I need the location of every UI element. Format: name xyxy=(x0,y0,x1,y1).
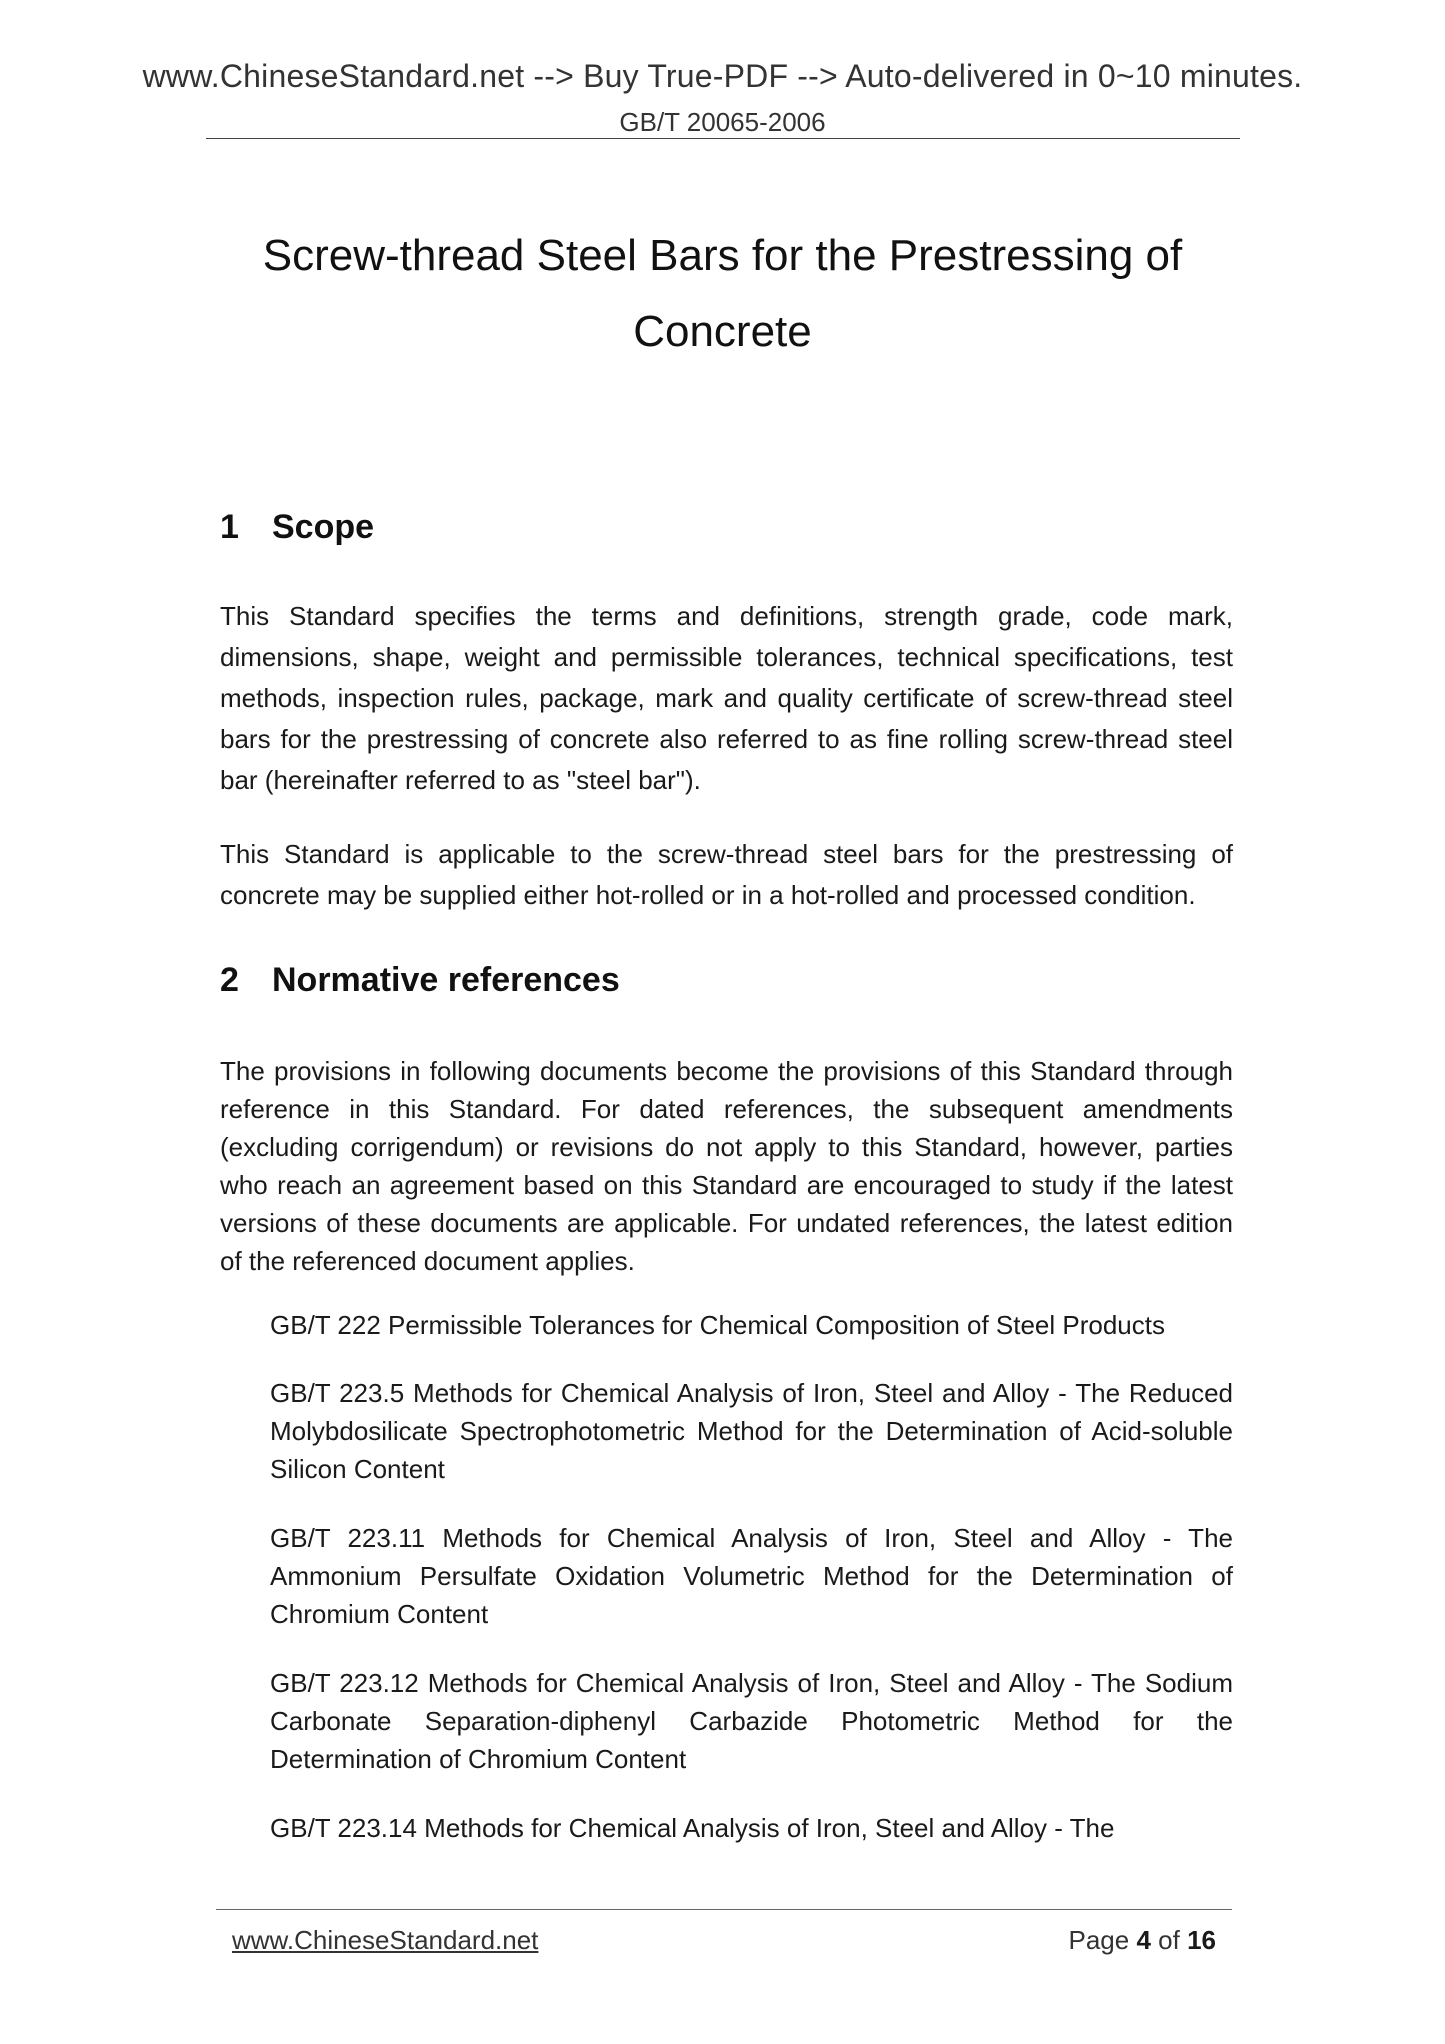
reference-item: GB/T 223.12 Methods for Chemical Analysis of Iron, Steel and Alloy - The Sodium Carbonate Separation-diphenyl Carbazide Photometric Method for the Determination of Chromium Content xyxy=(270,1668,1233,1774)
reference-item: GB/T 223.14 Methods for Chemical Analysis of Iron, Steel and Alloy - The xyxy=(270,1813,1115,1843)
page-of-label: of xyxy=(1158,1925,1180,1955)
reference-item: GB/T 223.5 Methods for Chemical Analysis of Iron, Steel and Alloy - The Reduced Molybdosilicate Spectrophotometric Method for the Determination of Acid-soluble Silicon Content xyxy=(270,1378,1233,1484)
page-indicator xyxy=(1068,1925,1216,1956)
reference-item: GB/T 222 Permissible Tolerances for Chemical Composition of Steel Products xyxy=(270,1310,1165,1340)
footer-divider xyxy=(216,1909,1232,1910)
section-heading-scope xyxy=(220,508,374,547)
header-divider xyxy=(206,138,1240,139)
page-label: Page xyxy=(1068,1925,1130,1955)
section-title: Normative references xyxy=(272,961,620,999)
page-current: 4 xyxy=(1136,1925,1151,1955)
section-heading-normative-references xyxy=(220,961,620,1000)
page-total: 16 xyxy=(1187,1925,1216,1955)
normative-intro-paragraph: The provisions in following documents become the provisions of this Standard through reference in this Standard. For dated references, the subsequent amendments (excluding corrigendum) or revisions do not apply to this Standard, however, parties who reach an agreement based on this Standard are encouraged to study if the latest versions of these documents are applicable. For undated references, the latest edition of the referenced document applies. xyxy=(220,1056,1233,1276)
site-banner[interactable]: www.ChineseStandard.net --> Buy True-PDF --> Auto-delivered in 0~10 minutes. xyxy=(142,58,1303,94)
section-number: 1 xyxy=(220,508,239,546)
title-line-2: Concrete xyxy=(633,307,812,356)
standard-code: GB/T 20065-2006 xyxy=(619,107,826,137)
scope-paragraph-1: This Standard specifies the terms and definitions, strength grade, code mark, dimensions, shape, weight and permissible tolerances, technical specifications, test methods, inspection rules, package, mark and quality certificate of screw-thread steel bars for the prestressing of concrete also referred to as fine rolling screw-thread steel bar (hereinafter referred to as "steel bar"). xyxy=(220,601,1233,795)
footer-site-link[interactable]: www.ChineseStandard.net xyxy=(232,1925,539,1955)
scope-paragraph-2: This Standard is applicable to the screw-thread steel bars for the prestressing of concrete may be supplied either hot-rolled or in a hot-rolled and processed condition. xyxy=(220,839,1233,910)
document-title xyxy=(200,218,1245,370)
title-line-1: Screw-thread Steel Bars for the Prestressing of xyxy=(262,231,1183,280)
section-title: Scope xyxy=(272,508,375,546)
section-number: 2 xyxy=(220,961,239,999)
reference-item: GB/T 223.11 Methods for Chemical Analysis of Iron, Steel and Alloy - The Ammonium Persulfate Oxidation Volumetric Method for the Determination of Chromium Content xyxy=(270,1523,1233,1629)
